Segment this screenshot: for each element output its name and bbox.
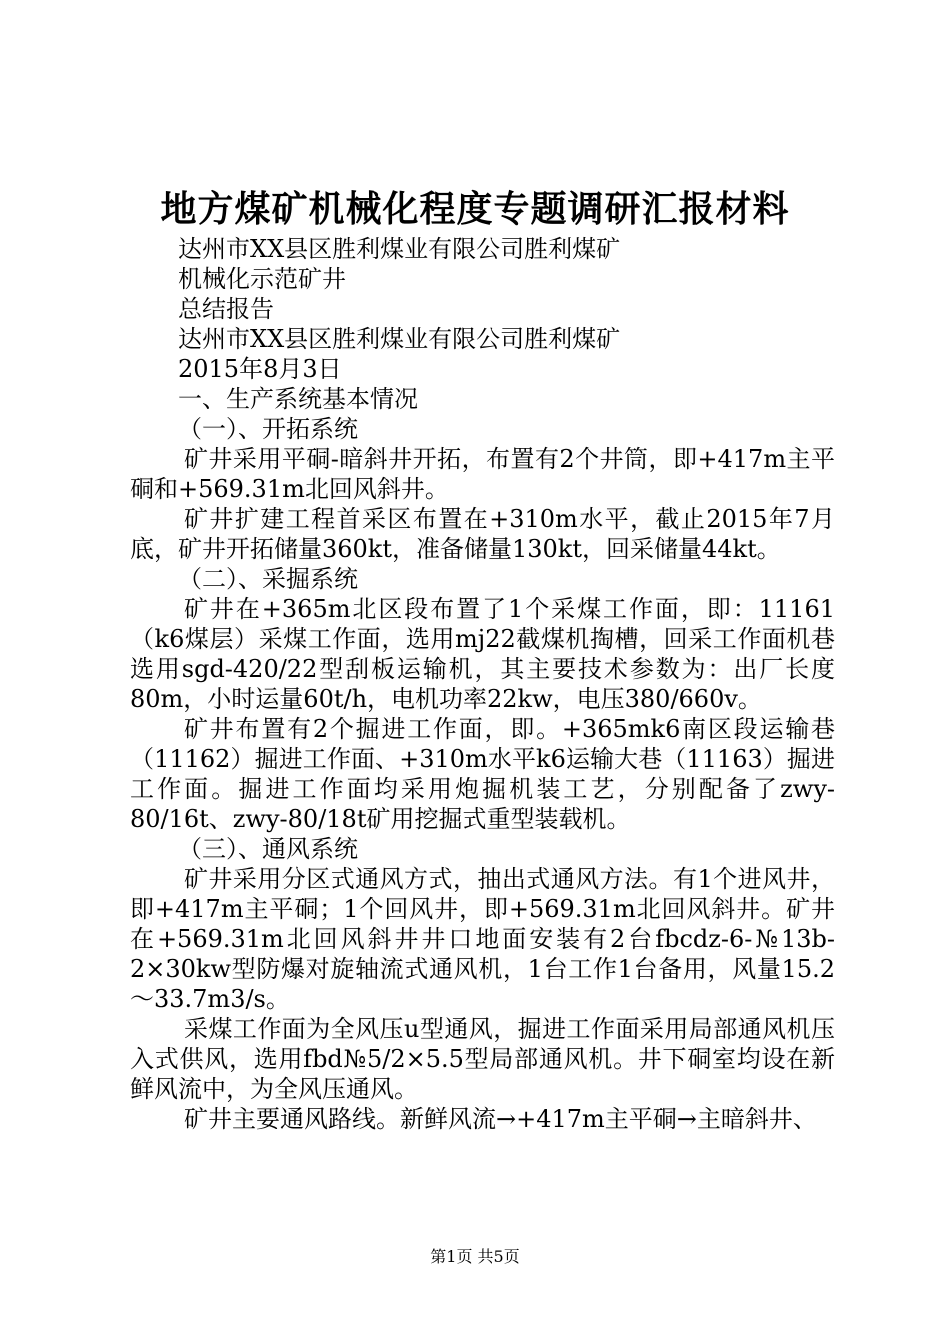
author-line: 达州市XX县区胜利煤业有限公司胜利煤矿 [178,325,621,353]
section-heading: 一、生产系统基本情况 [178,385,418,413]
subsection-heading: （三）、通风系统 [178,835,358,863]
subsection-heading: （一）、开拓系统 [178,415,358,443]
paragraph: 矿井布置有2个掘进工作面，即。+365mk6南区段运输巷（11162）掘进工作面、+310m水平k6运输大巷（11163）掘进工作面。掘进工作面均采用炮掘机装工艺，分别配备了zwy-80/16t、zwy-80/18t矿用挖掘式重型装载机。 [130,715,835,833]
subtitle-line: 机械化示范矿井 [178,265,346,293]
paragraph: 矿井主要通风路线。新鲜风流→+417m主平硐→主暗斜井、 [184,1105,817,1133]
paragraph: 采煤工作面为全风压u型通风，掘进工作面采用局部通风机压入式供风，选用fbd№5/2×5.5型局部通风机。井下硐室均设在新鲜风流中，为全风压通风。 [130,1015,835,1103]
report-type-line: 总结报告 [178,295,274,323]
paragraph: 矿井采用平硐-暗斜井开拓，布置有2个井筒，即+417m主平硐和+569.31m北回风斜井。 [130,445,835,503]
subsection-heading: （二）、采掘系统 [178,565,358,593]
page-footer: 第1页 共5页 [430,1247,520,1266]
paragraph: 矿井在+365m北区段布置了1个采煤工作面，即：11161（k6煤层）采煤工作面，选用mj22截煤机掏槽，回采工作面机巷选用sgd-420/22型刮板运输机，其主要技术参数为：出厂长度80m，小时运量60t/h，电机功率22kw，电压380/660v。 [130,595,835,713]
paragraph: 矿井采用分区式通风方式，抽出式通风方法。有1个进风井，即+417m主平硐；1个回风井，即+569.31m北回风斜井。矿井在+569.31m北回风斜井井口地面安装有2台fbcdz-6-№13b-2×30kw型防爆对旋轴流式通风机，1台工作1台备用，风量15.2～33.7m3/s。 [130,865,835,1013]
document-title: 地方煤矿机械化程度专题调研汇报材料 [160,188,790,230]
paragraph: 矿井扩建工程首采区布置在+310m水平，截止2015年7月底，矿井开拓储量360kt，准备储量130kt，回采储量44kt。 [130,505,835,563]
company-name-line: 达州市XX县区胜利煤业有限公司胜利煤矿 [178,235,621,263]
document-body [130,234,835,1134]
date-line: 2015年8月3日 [178,355,342,383]
